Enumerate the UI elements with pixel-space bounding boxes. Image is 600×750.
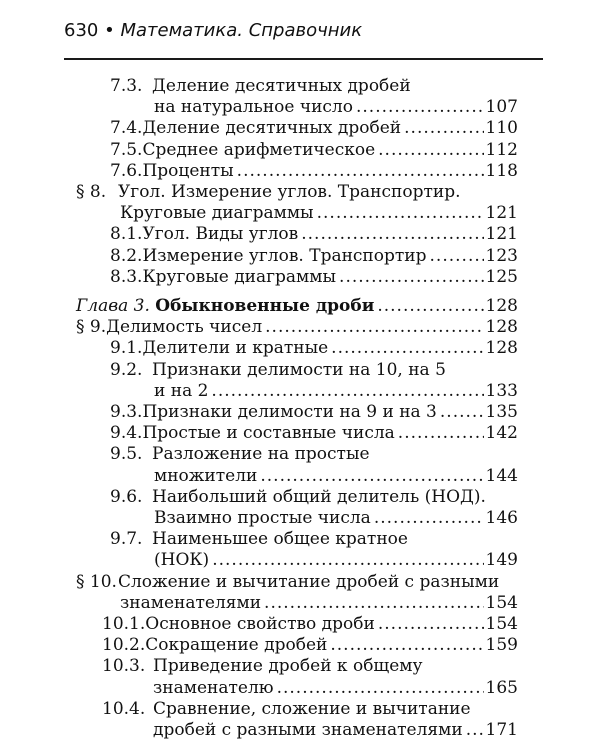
dot-leader (440, 402, 484, 423)
dot-leader (378, 614, 484, 635)
toc-entry-line (110, 338, 518, 359)
toc-entry-line (110, 444, 518, 465)
chapter-label: Глава 3. (76, 296, 150, 317)
toc-entry-continuation (110, 550, 518, 571)
header-rule (64, 58, 543, 60)
toc-entry-page: 133 (485, 380, 518, 401)
toc-entry-title: Наименьшее общее кратное (152, 529, 408, 550)
toc-entry-page: 171 (485, 720, 518, 741)
toc-entry-page: 125 (485, 266, 518, 287)
toc-entry-number: 9.5. (110, 444, 143, 465)
toc-entry-line (102, 635, 518, 656)
dot-leader (466, 720, 484, 741)
toc-entry-continuation (102, 678, 518, 699)
toc-entry-title: на натуральное число (154, 97, 353, 118)
toc-entry-title: Основное свойство дроби (145, 614, 375, 635)
toc-entry-number: § 8. (76, 182, 107, 203)
toc-entry-page: 154 (485, 592, 518, 613)
dot-leader (404, 118, 483, 139)
toc-entry-number: 7.5. (110, 139, 143, 160)
toc-entry (110, 423, 518, 444)
toc-entry-title: знаменателю (153, 677, 274, 698)
toc-entry-line (110, 529, 518, 550)
toc-entry-continuation (110, 381, 518, 402)
toc-entry (102, 699, 518, 741)
toc-entry (110, 140, 518, 161)
toc-entry-title: Приведение дробей к общему (153, 656, 423, 677)
table-of-contents (76, 76, 518, 741)
toc-entry-line (76, 296, 518, 317)
toc-entry-page: 121 (485, 224, 518, 245)
toc-entry-number: 9.4. (110, 423, 143, 444)
toc-entry-continuation (76, 203, 518, 224)
toc-entry-number: 7.4. (110, 118, 143, 139)
toc-entry-page: 144 (485, 465, 518, 486)
toc-entry-page: 154 (485, 614, 518, 635)
running-header (64, 18, 544, 44)
toc-entry-number: § 9. (76, 317, 107, 338)
toc-entry (110, 267, 518, 288)
toc-entry-page: 121 (485, 203, 518, 224)
toc-entry (110, 487, 518, 529)
toc-entry-number: 10.4. (102, 698, 146, 719)
toc-entry-title: Деление десятичных дробей (142, 118, 402, 139)
toc-entry (102, 656, 518, 698)
dot-leader (301, 224, 483, 245)
toc-entry-number: 9.7. (110, 529, 143, 550)
toc-entry-continuation (110, 508, 518, 529)
toc-entry-title: Делимость чисел (106, 317, 263, 338)
toc-entry-title: Проценты (142, 160, 234, 181)
toc-entry-line (76, 182, 518, 203)
toc-entry-title: Круговые диаграммы (142, 266, 337, 287)
toc-entry-page: 123 (485, 245, 518, 266)
toc-entry (76, 317, 518, 338)
dot-leader (356, 97, 484, 118)
toc-entry-number: 8.2. (110, 245, 143, 266)
toc-entry-number: 8.3. (110, 266, 143, 287)
toc-entry-title: Наибольший общий делитель (НОД). (152, 486, 486, 507)
toc-entry-title: Простые и составные числа (142, 423, 395, 444)
toc-entry-title: Деление десятичных дробей (152, 76, 411, 96)
toc-entry-continuation (102, 720, 518, 741)
toc-entry-line (102, 614, 518, 635)
toc-entry-title: Сравнение, сложение и вычитание (153, 698, 471, 719)
dot-leader (211, 381, 483, 402)
toc-entry-line (110, 402, 518, 423)
toc-entry-line (102, 656, 518, 677)
toc-entry-page: 118 (485, 160, 518, 181)
toc-entry-page: 142 (485, 423, 518, 444)
dot-leader (430, 246, 484, 267)
toc-entry-page: 107 (485, 97, 518, 118)
toc-entry-title: Сокращение дробей (145, 635, 328, 656)
toc-entry-continuation (110, 97, 518, 118)
toc-entry-title: Среднее арифметическое (142, 139, 376, 160)
toc-entry-line (110, 360, 518, 381)
toc-entry (110, 529, 518, 571)
dot-leader (265, 317, 483, 338)
toc-entry-title: Делители и кратные (142, 338, 329, 359)
toc-entry (110, 161, 518, 182)
dot-leader (264, 593, 484, 614)
toc-entry-page: 149 (485, 550, 518, 571)
toc-entry (110, 444, 518, 486)
toc-entry (110, 76, 518, 118)
toc-entry-number: 8.1. (110, 224, 143, 245)
toc-entry-line (110, 118, 518, 139)
toc-entry-number: 10.1. (102, 614, 146, 635)
toc-entry-number: 9.6. (110, 486, 143, 507)
toc-entry (76, 182, 518, 224)
toc-entry-number: 9.3. (110, 402, 143, 423)
header-bullet: • (104, 20, 115, 41)
page-number: 630 (64, 20, 99, 41)
dot-leader (378, 140, 483, 161)
toc-entry-page: 128 (485, 338, 518, 359)
dot-leader (277, 678, 484, 699)
toc-entry-title: множители (154, 465, 258, 486)
toc-entry (102, 635, 518, 656)
toc-entry (110, 402, 518, 423)
toc-entry-line (76, 572, 518, 593)
dot-leader (398, 423, 484, 444)
toc-entry-title: знаменателями (120, 592, 262, 613)
toc-entry-page: 110 (485, 118, 518, 139)
toc-entry-title: Круговые диаграммы (120, 203, 314, 224)
toc-entry-title: Сложение и вычитание дробей с разными (118, 571, 500, 592)
toc-entry-line (110, 76, 518, 97)
toc-entry-line (110, 161, 518, 182)
toc-entry (110, 118, 518, 139)
toc-entry (110, 246, 518, 267)
toc-entry-number: 10.3. (102, 656, 146, 677)
toc-entry-title: Угол. Измерение углов. Транспортир. (118, 182, 461, 203)
toc-entry-number: 9.1. (110, 338, 143, 359)
toc-entry-title: (НОК) (154, 550, 210, 571)
toc-entry-title: Обыкновенные дроби (155, 296, 375, 317)
toc-entry (102, 614, 518, 635)
dot-leader (260, 466, 483, 487)
toc-entry-page: 128 (485, 296, 518, 317)
toc-entry-line (76, 317, 518, 338)
toc-entry-title: Признаки делимости на 10, на 5 (152, 359, 446, 380)
toc-entry-line (110, 487, 518, 508)
toc-entry-line (110, 224, 518, 245)
toc-entry-title: дробей с разными знаменателями (153, 720, 463, 741)
toc-entry-number: 10.2. (102, 635, 146, 656)
toc-entry-number: 9.2. (110, 359, 143, 380)
toc-entry-title: Взаимно простые числа (154, 508, 371, 529)
toc-entry-line (110, 267, 518, 288)
toc-entry-line (110, 246, 518, 267)
toc-entry-number: 7.6. (110, 160, 143, 181)
dot-leader (377, 296, 483, 317)
toc-entry-number: 7.3. (110, 76, 143, 96)
dot-leader (237, 161, 484, 182)
dot-leader (330, 635, 483, 656)
toc-entry-number: § 10. (76, 571, 117, 592)
toc-entry-continuation (110, 466, 518, 487)
toc-entry-line (110, 423, 518, 444)
book-title: Математика. Справочник (120, 20, 363, 41)
toc-entry (110, 338, 518, 359)
toc-entry (76, 572, 518, 614)
toc-entry (110, 360, 518, 402)
toc-entry-page: 159 (485, 635, 518, 656)
dot-leader (317, 203, 484, 224)
dot-leader (339, 267, 484, 288)
toc-entry-page: 128 (485, 317, 518, 338)
toc-entry-page: 146 (485, 508, 518, 529)
toc-entry-continuation (76, 593, 518, 614)
toc-entry (110, 224, 518, 245)
toc-entry-line (110, 140, 518, 161)
toc-entry-title: и на 2 (154, 380, 209, 401)
toc-entry-title: Угол. Виды углов (142, 224, 299, 245)
toc-entry-title: Разложение на простые (152, 444, 370, 465)
toc-entry-title: Признаки делимости на 9 и на 3 (142, 402, 437, 423)
toc-entry-line (102, 699, 518, 720)
dot-leader (374, 508, 484, 529)
toc-entry-title: Измерение углов. Транспортир (142, 245, 427, 266)
dot-leader (212, 550, 483, 571)
toc-entry-page: 135 (485, 402, 518, 423)
dot-leader (331, 338, 483, 359)
toc-entry-page: 112 (485, 139, 518, 160)
toc-entry (76, 296, 518, 317)
toc-entry-page: 165 (485, 677, 518, 698)
